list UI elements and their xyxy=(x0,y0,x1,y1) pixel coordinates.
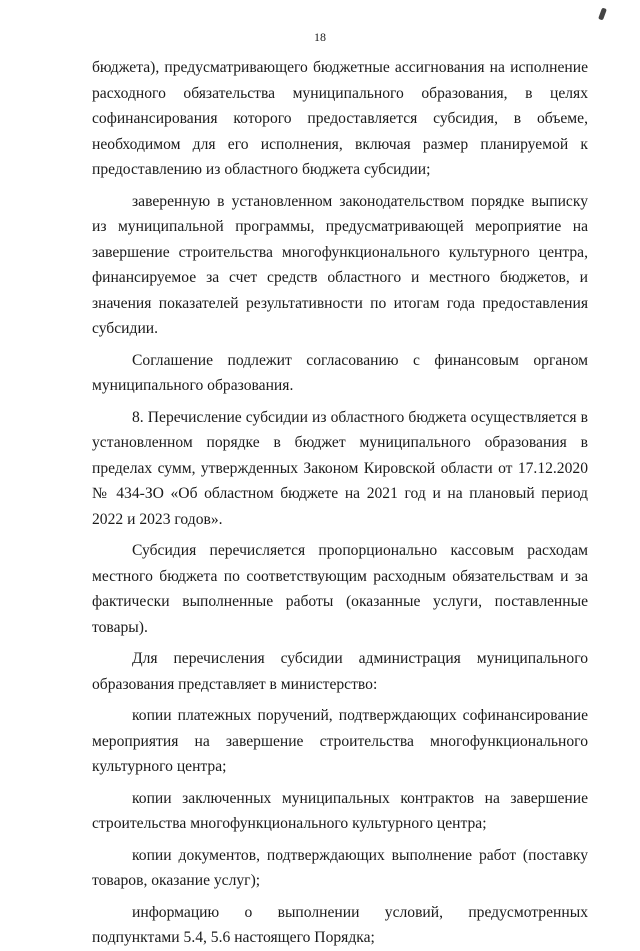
paragraph-agreement-approval: Соглашение подлежит согласованию с финансовым органом муниципального образования. xyxy=(92,351,588,394)
list-item-work-documents: копии документов, подтверждающих выполнение работ (поставку товаров, оказание услуг); xyxy=(92,846,588,889)
paragraph-subsidy-transfer: Субсидия перечисляется пропорционально кассовым расходам местного бюджета по соответствующим расходным обязательствам и за фактически выполненные работы (оказанные услуги, поставленные товары). xyxy=(92,542,588,636)
scan-mark xyxy=(598,8,607,21)
paragraph-item-8: 8. Перечисление субсидии из областного бюджета осуществляется в установленном порядке в бюджет муниципального образования в пределах сумм, утвержденных Законом Кировской области от 17.12.2020 № 434-ЗО «Об областном бюджете на 2021 год и на плановый период 2022 и 2023 годов». xyxy=(92,408,588,528)
list-item-contracts: копии заключенных муниципальных контрактов на завершение строительства многофункционального культурного центра; xyxy=(92,789,588,832)
page-number: 18 xyxy=(314,30,326,44)
paragraph-budget-continuation: бюджета), предусматривающего бюджетные ассигнования на исполнение расходного обязательства муниципального образования, в целях софинансирования которого предоставляется субсидия, в объеме, необходимом для его исполнения, включая размер планируемой к предоставлению из областного бюджета субсидии; xyxy=(92,59,588,178)
paragraph-documents-intro: Для перечисления субсидии администрация муниципального образования представляет в министерство: xyxy=(92,650,588,693)
list-item-conditions-info: информацию о выполнении условий, предусмотренных подпунктами 5.4, 5.6 настоящего Порядка; xyxy=(92,903,588,946)
paragraph-program-extract: заверенную в установленном законодательством порядке выписку из муниципальной программы, предусматривающей мероприятие на завершение строительства многофункционального культурного центра, финансируемое за счет средств областного и местного бюджетов, и значения показателей результативности по итогам года предоставления субсидии. xyxy=(92,192,588,337)
document-body xyxy=(92,55,588,951)
list-item-payment-orders: копии платежных поручений, подтверждающих софинансирование мероприятия на завершение строительства многофункционального культурного центра; xyxy=(92,707,588,775)
